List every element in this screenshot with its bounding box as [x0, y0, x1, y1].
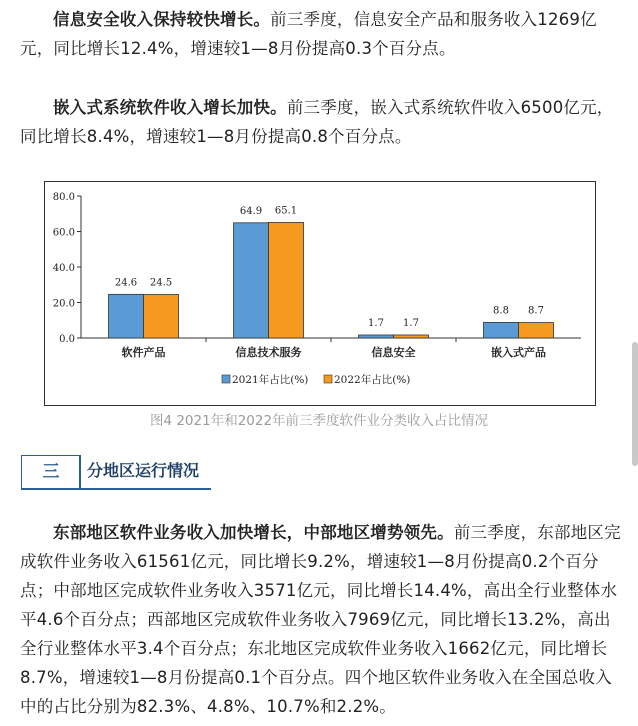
section-underline	[21, 488, 211, 490]
y-tick-label: 20.0	[52, 298, 75, 310]
paragraph-information-security	[20, 5, 622, 63]
y-tick-label: 40.0	[52, 263, 75, 274]
section-header	[21, 455, 211, 491]
y-tick-label: 0.0	[59, 334, 75, 345]
x-tick-label: 信息安全	[371, 346, 416, 359]
chart-svg	[45, 182, 595, 405]
bar	[144, 295, 179, 338]
y-tick-label: 80.0	[52, 192, 75, 203]
bar	[269, 222, 304, 338]
bar	[109, 294, 144, 338]
x-tick-label: 软件产品	[121, 346, 166, 359]
bar	[519, 323, 554, 338]
paragraph-regional	[20, 518, 622, 721]
section-title: 分地区运行情况	[87, 461, 200, 480]
data-label: 64.9	[239, 205, 263, 217]
paragraph-lead: 信息安全收入保持较快增长。	[53, 10, 271, 29]
legend-label: 2022年占比(%)	[334, 374, 411, 386]
legend-swatch	[324, 375, 332, 383]
data-label: 24.5	[149, 277, 173, 289]
data-label: 1.7	[368, 317, 384, 329]
legend-label: 2021年占比(%)	[232, 374, 309, 386]
data-label: 24.6	[114, 277, 138, 289]
paragraph-embedded-software	[20, 93, 622, 151]
x-tick-label: 嵌入式产品	[491, 346, 546, 359]
bar	[484, 322, 519, 338]
data-label: 8.7	[528, 305, 544, 317]
section-number: 三	[21, 455, 81, 488]
figure-caption: 图4 2021年和2022年前三季度软件业分类收入占比情况	[149, 413, 489, 429]
page-scrollbar[interactable]	[632, 342, 638, 466]
paragraph-text: 前三季度，嵌入式系统软件收入6500亿元，同比增长8.4%，增速较1—8月份提高0.8个百分点。	[20, 98, 614, 146]
x-tick-label: 信息技术服务	[235, 346, 302, 359]
paragraph-text: 前三季度，信息安全产品和服务收入1269亿元，同比增长12.4%，增速较1—8月份提高0.3个百分点。	[20, 10, 597, 58]
data-label: 8.8	[493, 305, 509, 317]
paragraph-lead: 东部地区软件业务收入加快增长，中部地区增势领先。	[53, 523, 454, 542]
bar-chart	[44, 181, 596, 406]
legend-swatch	[222, 375, 230, 383]
bar	[234, 223, 269, 338]
bar	[394, 335, 429, 338]
paragraph-lead: 嵌入式系统软件收入增长加快。	[53, 98, 287, 117]
paragraph-text: 前三季度，东部地区完成软件业务收入61561亿元，同比增长9.2%，增速较1—8月份提高0.2个百分点；中部地区完成软件业务收入3571亿元，同比增长14.4%，高出全行业整体水平4.6个百分点；西部地区完成软件业务收入7969亿元，同比增长13.2%，高出全行业整体水平3.4个百分点；东北地区完成软件业务收入1662亿元，同比增长8.7%，增速较1—8月份提高0.1个百分点。四个地区软件业务收入在全国总收入中的占比分别为82.3%、4.8%、10.7%和2.2%。	[20, 523, 621, 716]
data-label: 65.1	[274, 205, 298, 217]
bar	[359, 335, 394, 338]
section-divider	[79, 455, 80, 489]
data-label: 1.7	[403, 317, 419, 329]
y-tick-label: 60.0	[52, 227, 75, 239]
